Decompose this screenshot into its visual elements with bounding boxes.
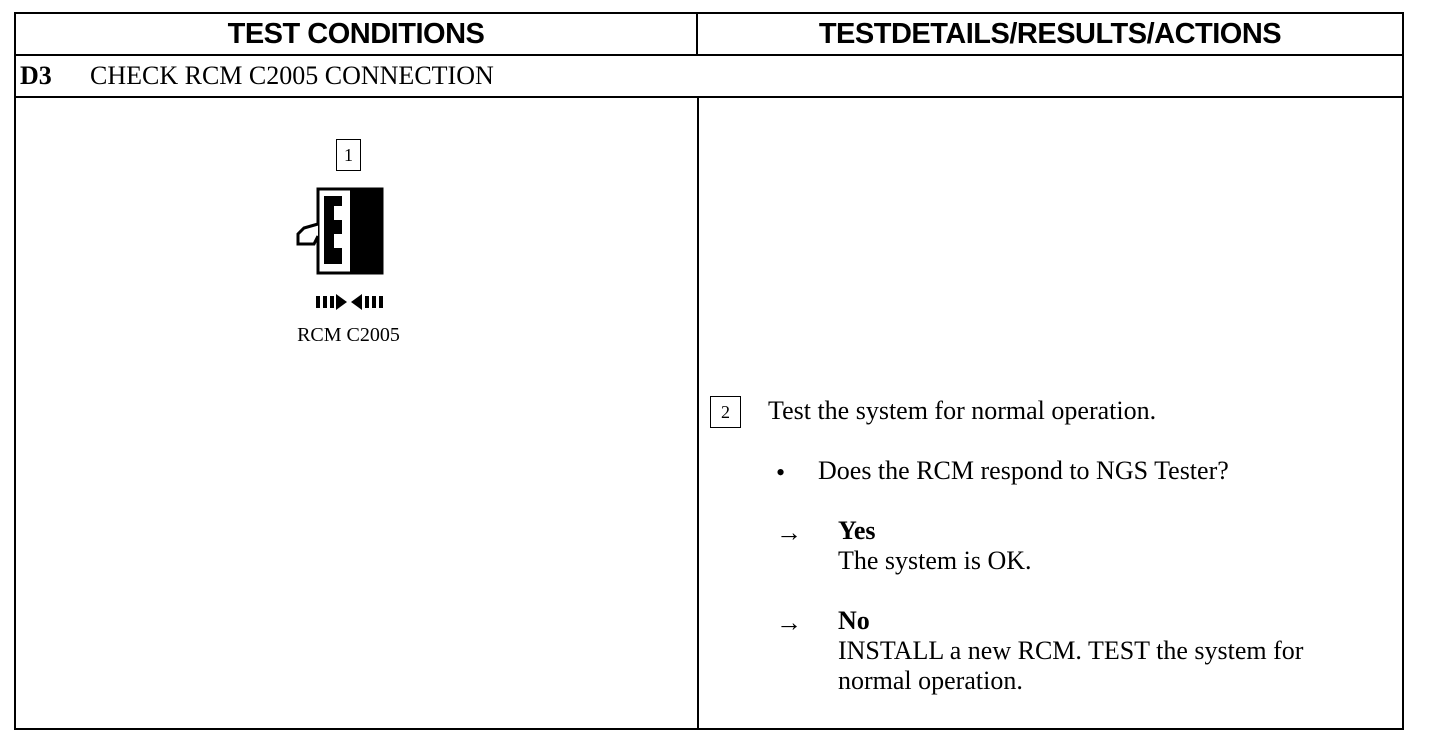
header-test-conditions: TEST CONDITIONS: [16, 14, 698, 54]
instruction-text: Test the system for normal operation.: [768, 396, 1157, 425]
test-step-table: [14, 12, 1404, 730]
yes-result-text: The system is OK.: [838, 546, 1032, 575]
step-title-row: [16, 56, 1402, 98]
column-divider: [697, 98, 699, 728]
step-number-box-1: 1: [336, 139, 361, 171]
no-action-text-line1: INSTALL a new RCM. TEST the system for: [838, 636, 1304, 665]
no-action-text-line2: normal operation.: [838, 666, 1023, 695]
no-label: No: [838, 606, 870, 635]
connector-label: RCM C2005: [297, 324, 400, 346]
bullet-icon: •: [776, 458, 786, 487]
arrow-right-icon: →: [776, 608, 802, 637]
table-header-row: [16, 14, 1402, 56]
step-id: D3: [20, 61, 52, 90]
connector-icon: [296, 186, 406, 316]
table-body-row: [16, 98, 1402, 728]
step-number-box-2: 2: [710, 396, 741, 428]
header-test-details: TESTDETAILS/RESULTS/ACTIONS: [818, 17, 1282, 50]
step-title: CHECK RCM C2005 CONNECTION: [90, 61, 494, 90]
question-text: Does the RCM respond to NGS Tester?: [818, 456, 1229, 485]
arrow-right-icon: →: [776, 518, 802, 547]
yes-label: Yes: [838, 516, 876, 545]
